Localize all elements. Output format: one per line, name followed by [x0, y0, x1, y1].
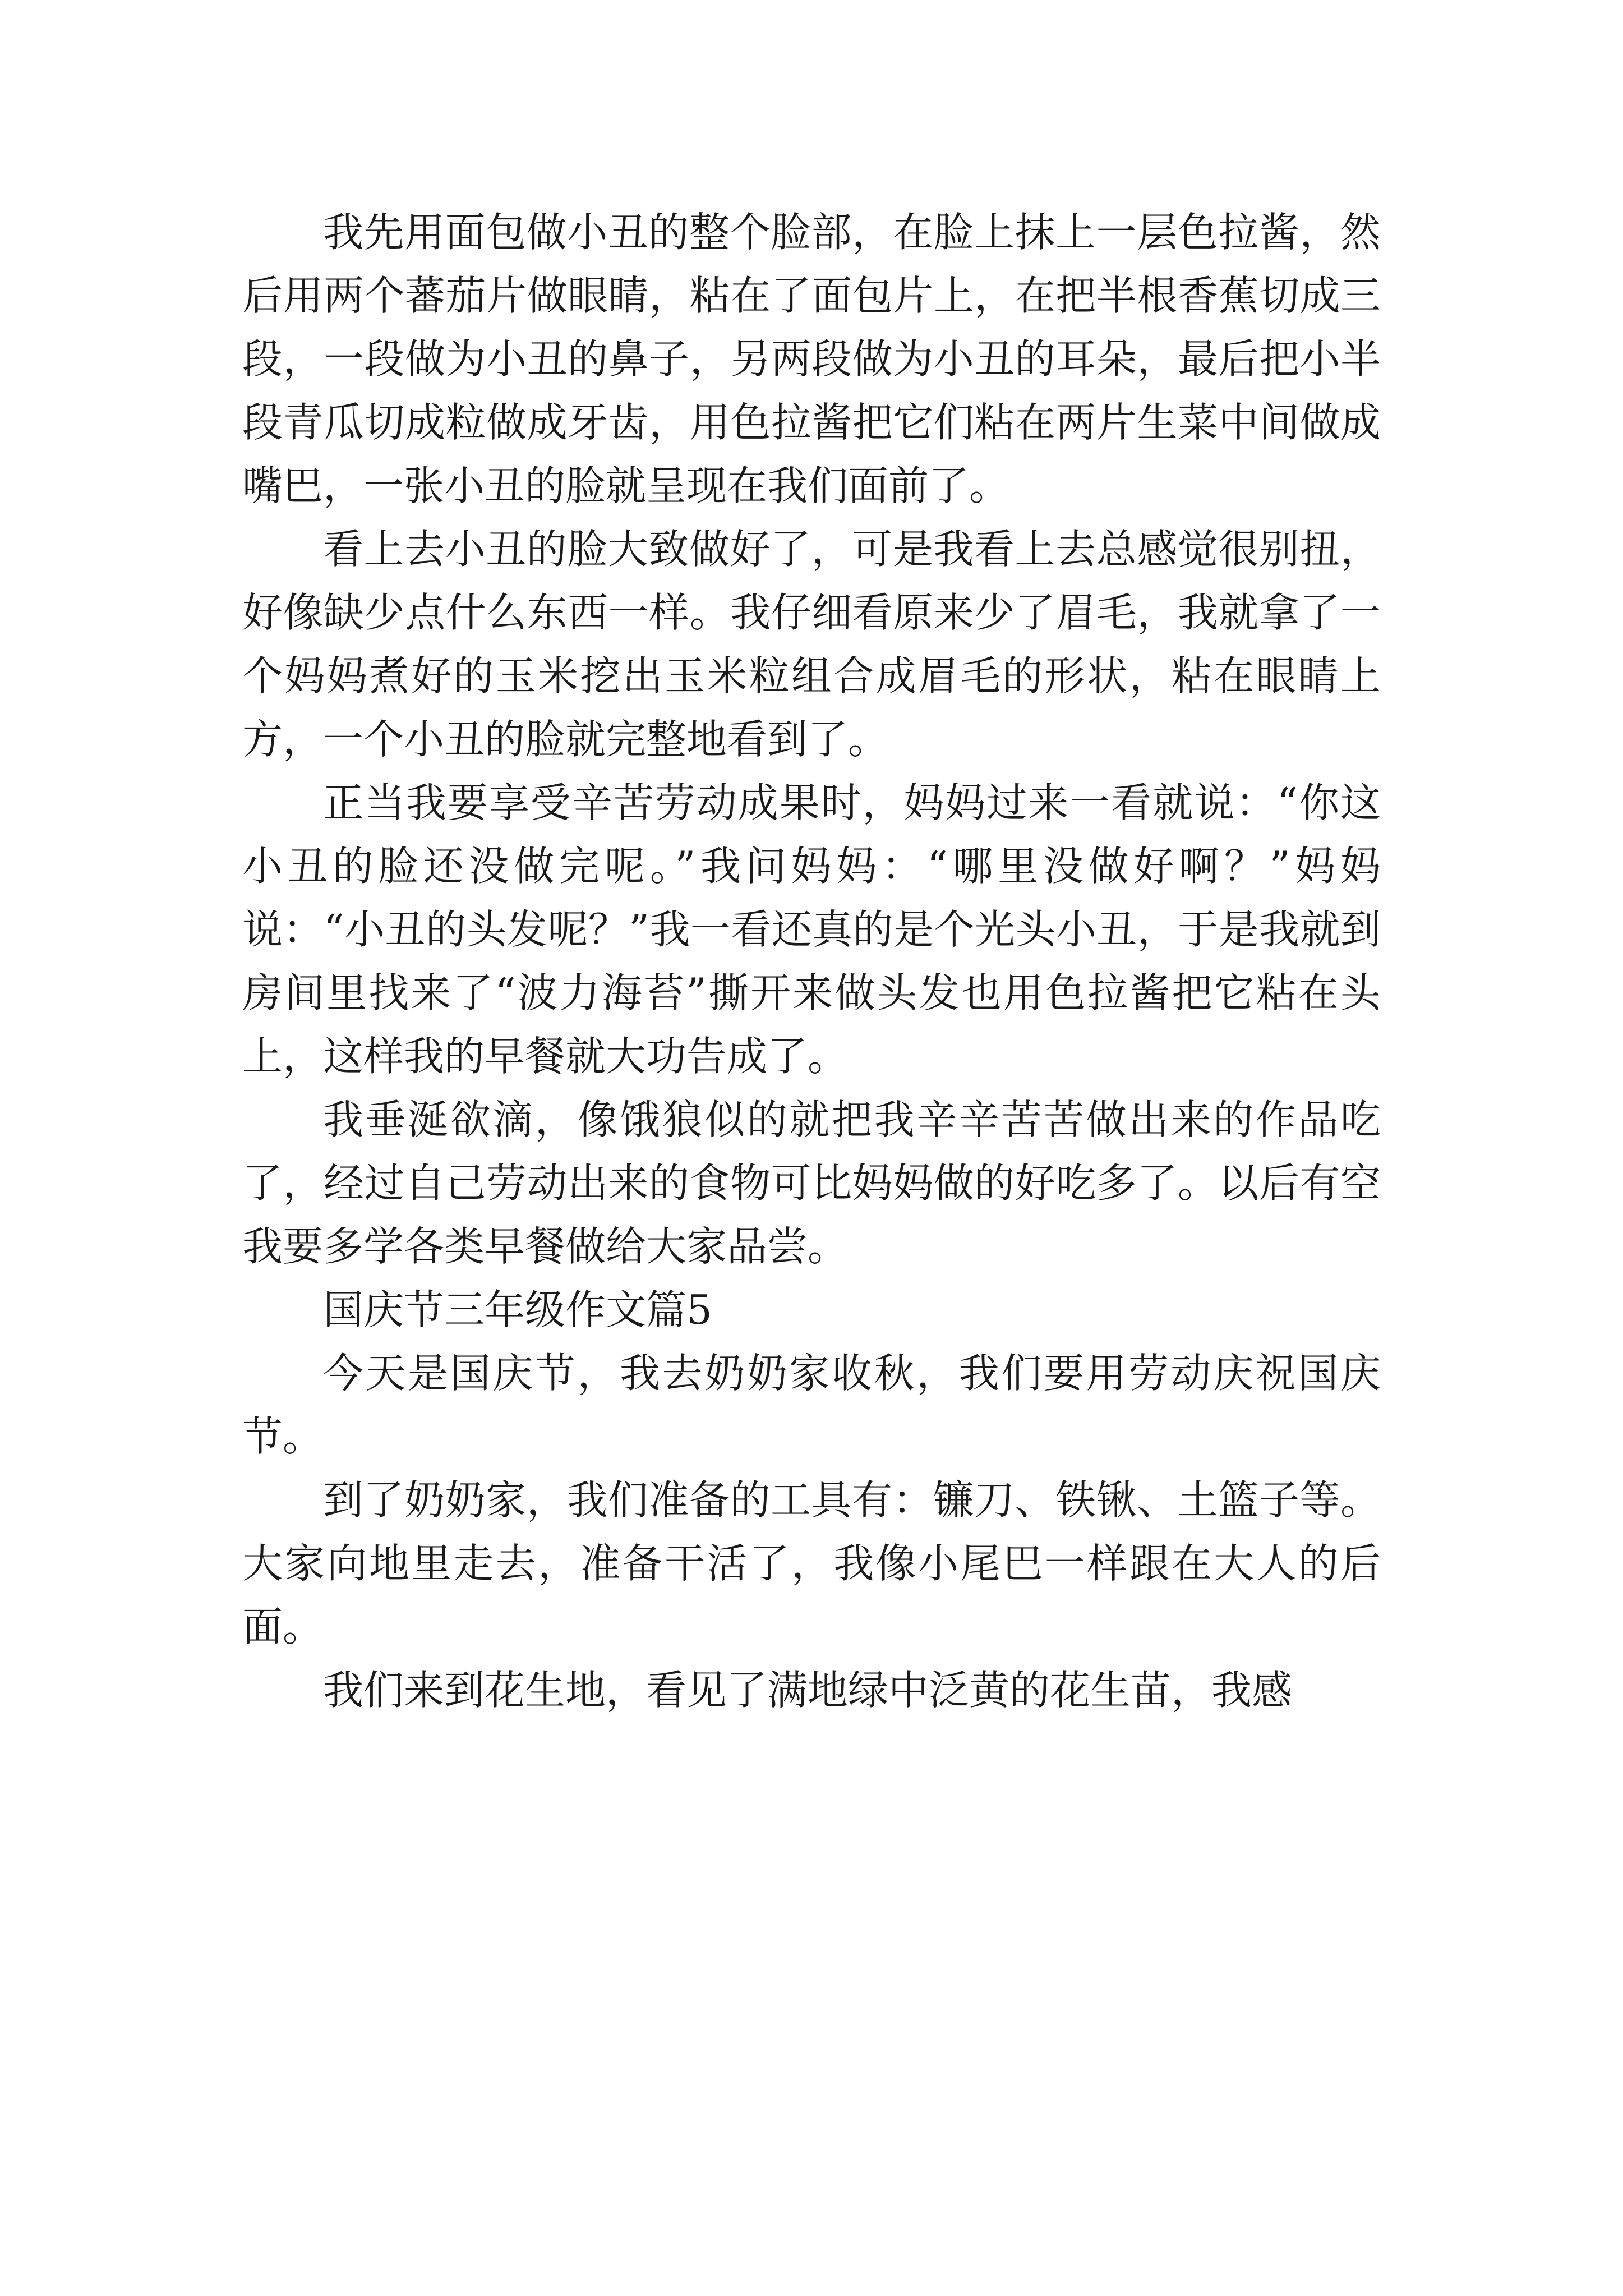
- paragraph-eyebrows: 看上去小丑的脸大致做好了，可是我看上去总感觉很别扭，好像缺少点什么东西一样。我仔细看原来少了眉毛，我就拿了一个妈妈煮好的玉米挖出玉米粒组合成眉毛的形状，粘在眼睛上方，一个小丑的脸就完整地看到了。: [242, 526, 1381, 763]
- paragraph-clown-face: 我先用面包做小丑的整个脸部，在脸上抹上一层色拉酱，然后用两个蕃茄片做眼睛，粘在了面包片上，在把半根香蕉切成三段，一段做为小丑的鼻子，另两段做为小丑的耳朵，最后把小半段青瓜切成粒做成牙齿，用色拉酱把它们粘在两片生菜中间做成嘴巴，一张小丑的脸就呈现在我们面前了。: [242, 209, 1381, 509]
- paragraph-peanut-field: 我们来到花生地，看见了满地绿中泛黄的花生苗，我感: [323, 1667, 1293, 1714]
- section-heading: 国庆节三年级作文篇5: [323, 1286, 712, 1333]
- document-body: [242, 201, 1381, 1722]
- paragraph-tools: 到了奶奶家，我们准备的工具有：镰刀、铁锹、土篮子等。大家向地里走去，准备干活了，我像小尾巴一样跟在大人的后面。: [242, 1476, 1381, 1650]
- paragraph-national-day: 今天是国庆节，我去奶奶家收秋，我们要用劳动庆祝国庆节。: [242, 1350, 1381, 1460]
- paragraph-hair: 正当我要享受辛苦劳动成果时，妈妈过来一看就说：“你这小丑的脸还没做完呢。”我问妈妈：“哪里没做好啊？”妈妈说：“小丑的头发呢？”我一看还真的是个光头小丑，于是我就到房间里找来了“波力海苔”撕开来做头发也用色拉酱把它粘在头上，这样我的早餐就大功告成了。: [242, 779, 1381, 1080]
- paragraph-eating: 我垂涎欲滴，像饿狼似的就把我辛辛苦苦做出来的作品吃了，经过自己劳动出来的食物可比妈妈做的好吃多了。以后有空我要多学各类早餐做给大家品尝。: [242, 1096, 1381, 1270]
